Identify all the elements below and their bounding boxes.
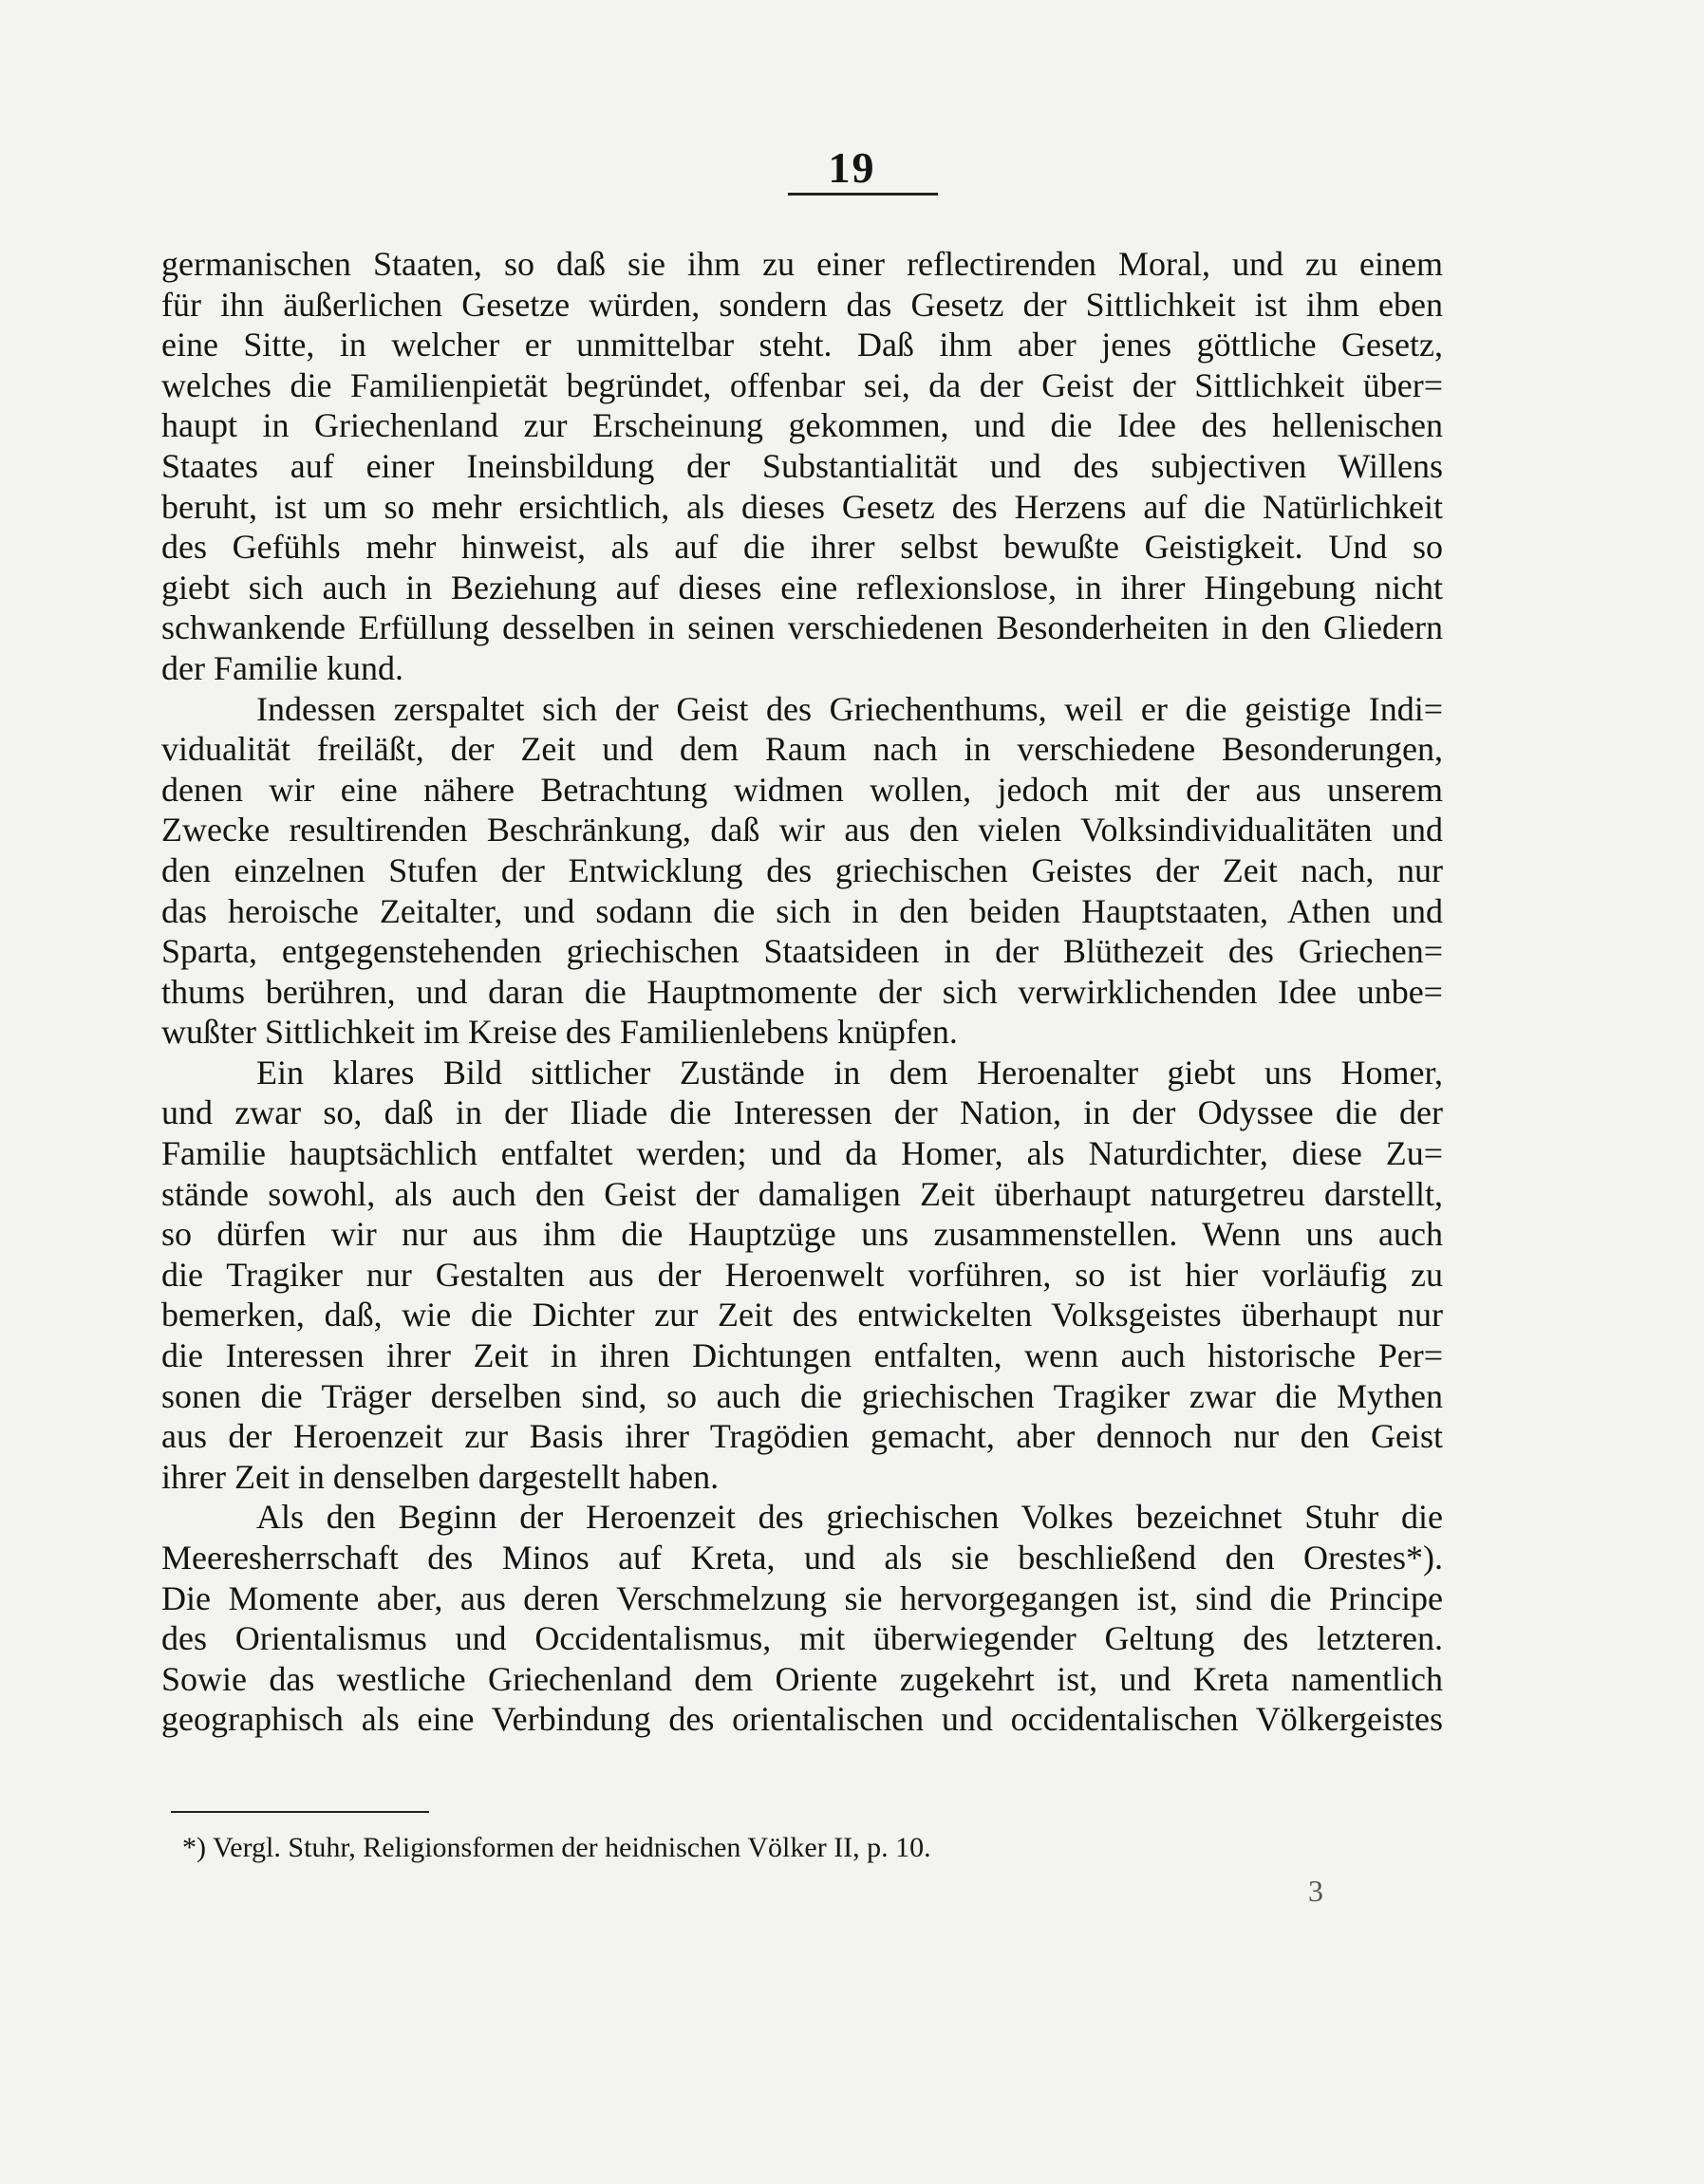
text-line: die Interessen ihrer Zeit in ihren Dichtungen entfalten, wenn auch historische Per=	[161, 1336, 1443, 1375]
footnote-rule	[171, 1811, 429, 1813]
text-line: so dürfen wir nur aus ihm die Hauptzüge uns zusammenstellen. Wenn uns auch	[161, 1215, 1443, 1254]
text-line: schwankende Erfüllung desselben in seinen verschiedenen Besonderheiten in den Gliedern	[161, 608, 1443, 647]
text-line: stände sowohl, als auch den Geist der damaligen Zeit überhaupt naturgetreu darstellt,	[161, 1174, 1443, 1213]
text-line: bemerken, daß, wie die Dichter zur Zeit des entwickelten Volksgeistes überhaupt nur	[161, 1296, 1443, 1335]
text-line: Sparta, entgegenstehenden griechischen Staatsideen in der Blüthezeit des Griechen=	[161, 932, 1443, 971]
text-line: Meeresherrschaft des Minos auf Kreta, und als sie beschließend den Orestes*).	[161, 1539, 1443, 1577]
text-line: geographisch als eine Verbindung des orientalischen und occidentalischen Völkergeistes	[161, 1700, 1443, 1739]
printer-signature: 3	[1308, 1874, 1323, 1908]
text-line: Als den Beginn der Heroenzeit des griechischen Volkes bezeichnet Stuhr die	[256, 1498, 1443, 1537]
text-line: welches die Familienpietät begründet, offenbar sei, da der Geist der Sittlichkeit über=	[161, 365, 1443, 404]
text-line: für ihn äußerlichen Gesetze würden, sondern das Gesetz der Sittlichkeit ist ihm eben	[161, 285, 1443, 324]
text-line: und zwar so, daß in der Iliade die Interessen der Nation, in der Odyssee die der	[161, 1093, 1443, 1132]
body-text	[161, 244, 1443, 1740]
text-line: Indessen zerspaltet sich der Geist des Griechenthums, weil er die geistige Indi=	[256, 689, 1443, 728]
text-line: germanischen Staaten, so daß sie ihm zu einer reflectirenden Moral, und zu einem	[161, 245, 1443, 283]
text-line: das heroische Zeitalter, und sodann die sich in den beiden Hauptstaaten, Athen und	[161, 891, 1443, 930]
text-line: die Tragiker nur Gestalten aus der Heroenwelt vorführen, so ist hier vorläufig zu	[161, 1255, 1443, 1294]
text-line: vidualität freiläßt, der Zeit und dem Raum nach in verschiedene Besonderungen,	[161, 730, 1443, 769]
text-line: haupt in Griechenland zur Erscheinung gekommen, und die Idee des hellenischen	[161, 406, 1443, 445]
text-line: den einzelnen Stufen der Entwicklung des griechischen Geistes der Zeit nach, nur	[161, 850, 1443, 889]
text-line: des Orientalismus und Occidentalismus, mit überwiegender Geltung des letzteren.	[161, 1619, 1443, 1658]
page-number: 19	[828, 143, 876, 192]
text-line: der Familie kund.	[161, 648, 403, 687]
text-line: beruht, ist um so mehr ersichtlich, als dieses Gesetz des Herzens auf die Natürlichkeit	[161, 487, 1443, 526]
text-line: Ein klares Bild sittlicher Zustände in dem Heroenalter giebt uns Homer,	[256, 1053, 1443, 1092]
text-line: aus der Heroenzeit zur Basis ihrer Tragödien gemacht, aber dennoch nur den Geist	[161, 1417, 1443, 1456]
text-line: wußter Sittlichkeit im Kreise des Familienlebens knüpfen.	[161, 1013, 958, 1052]
text-line: Zwecke resultirenden Beschränkung, daß wir aus den vielen Volksindividualitäten und	[161, 811, 1443, 849]
text-line: Familie hauptsächlich entfaltet werden; und da Homer, als Naturdichter, diese Zu=	[161, 1134, 1443, 1173]
text-line: Staates auf einer Ineinsbildung der Substantialität und des subjectiven Willens	[161, 446, 1443, 485]
text-line: denen wir eine nähere Betrachtung widmen wollen, jedoch mit der aus unserem	[161, 770, 1443, 809]
text-line: des Gefühls mehr hinweist, als auf die ihrer selbst bewußte Geistigkeit. Und so	[161, 528, 1443, 567]
text-line: giebt sich auch in Beziehung auf dieses eine reflexionslose, in ihrer Hingebung nicht	[161, 568, 1443, 607]
footnote: *) Vergl. Stuhr, Religionsformen der heidnischen Völker II, p. 10.	[182, 1832, 931, 1863]
text-line: Sowie das westliche Griechenland dem Oriente zugekehrt ist, und Kreta namentlich	[161, 1659, 1443, 1698]
text-line: thums berühren, und daran die Hauptmomente der sich verwirklichenden Idee unbe=	[161, 972, 1443, 1011]
text-line: eine Sitte, in welcher er unmittelbar steht. Daß ihm aber jenes göttliche Gesetz,	[161, 326, 1443, 364]
header-rule	[788, 193, 938, 196]
text-line: Die Momente aber, aus deren Verschmelzung sie hervorgegangen ist, sind die Principe	[161, 1578, 1443, 1617]
text-line: sonen die Träger derselben sind, so auch die griechischen Tragiker zwar die Mythen	[161, 1376, 1443, 1415]
text-line: ihrer Zeit in denselben dargestellt haben.	[161, 1457, 720, 1496]
